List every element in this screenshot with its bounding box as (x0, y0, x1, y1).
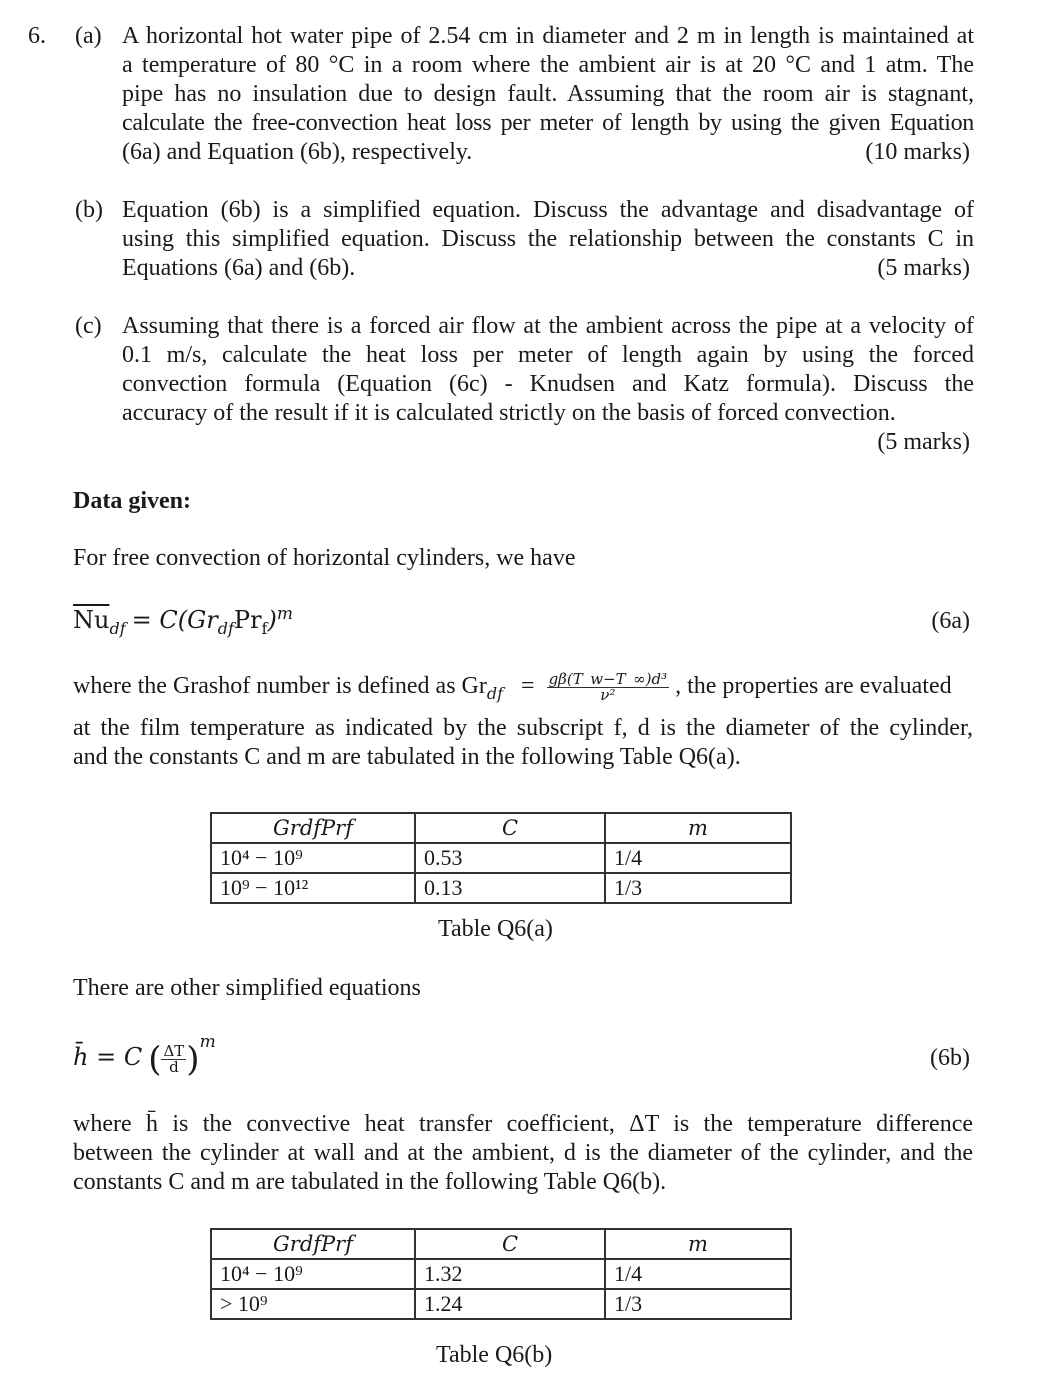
equation-6b (73, 1032, 216, 1079)
eq6a-pr: Pr (233, 606, 262, 634)
question-number: 6. (28, 23, 46, 49)
table-q6b-cell: 1.32 (415, 1259, 605, 1289)
grashof-frac-den: ν² (600, 686, 616, 704)
part-b-line-2: using this simplified equation. Discuss the relationship between the constants C in (122, 226, 974, 252)
table-q6b (210, 1228, 792, 1320)
table-q6b-header-grpr: GrdfPrf (211, 1229, 415, 1259)
table-q6b-header-row (211, 1229, 791, 1259)
eq6b-frac-num: ΔT (163, 1041, 185, 1060)
eq6a-rhs: = C(Gr (131, 606, 218, 634)
eq6a-pr-sub: f (261, 618, 268, 638)
table-q6a-cell: 1/4 (605, 843, 791, 873)
table-q6a-header-grpr: GrdfPrf (211, 813, 415, 843)
table-q6a-cell: 1/3 (605, 873, 791, 903)
eq6b-exp: m (199, 1032, 216, 1052)
eq6b-close-paren: ) (186, 1039, 200, 1080)
table-q6b-caption: Table Q6(b) (436, 1342, 553, 1368)
table-q6b-cell: 10⁴ − 10⁹ (211, 1259, 415, 1289)
part-a-line-3: pipe has no insulation due to design fault. Assuming that the room air is stagnant, (122, 81, 974, 107)
eq6b-open-paren: ( (148, 1039, 162, 1080)
part-b-marks: (5 marks) (877, 255, 970, 281)
part-c-label: (c) (75, 313, 102, 339)
where-line-1: where h̄ is the convective heat transfer coefficient, ΔT is the temperature difference (73, 1111, 973, 1137)
table-q6a-header-m: m (605, 813, 791, 843)
table-q6b-cell: > 10⁹ (211, 1289, 415, 1319)
grashof-line-1 (73, 672, 973, 703)
eq6a-nu: $\overline{Nu}$ (73, 606, 110, 634)
table-q6b-header-m: m (605, 1229, 791, 1259)
eq6a-tag: (6a) (931, 608, 970, 634)
eq6a-gr-sub: df (217, 618, 234, 638)
part-a-line-2: a temperature of 80 °C in a room where the ambient air is at 20 °C and 1 atm. The (122, 52, 974, 78)
grashof-fraction (547, 672, 670, 703)
table-q6a-header-c: C (415, 813, 605, 843)
part-b-line-1: Equation (6b) is a simplified equation. Discuss the advantage and disadvantage of (122, 197, 974, 223)
table-q6b-cell: 1/3 (605, 1289, 791, 1319)
data-given-intro: For free convection of horizontal cylinders, we have (73, 545, 576, 571)
table-row (211, 1259, 791, 1289)
part-c-line-2: 0.1 m/s, calculate the heat loss per meter of length again by using the forced (122, 342, 974, 368)
grashof-line-2: at the film temperature as indicated by the subscript f, d is the diameter of the cylinder, (73, 715, 973, 741)
table-q6a-caption: Table Q6(a) (438, 916, 553, 942)
equation-6a (73, 604, 293, 638)
eq6b-lhs: h̄ = C (73, 1043, 143, 1071)
table-q6a-cell: 0.53 (415, 843, 605, 873)
part-a-line-4: calculate the free-convection heat loss per meter of length by using the given Equation (122, 110, 974, 136)
where-line-3: constants C and m are tabulated in the following Table Q6(b). (73, 1169, 667, 1195)
part-a-label: (a) (75, 23, 102, 49)
part-c-marks: (5 marks) (877, 429, 970, 455)
table-row (211, 1289, 791, 1319)
table-q6a-cell: 0.13 (415, 873, 605, 903)
table-q6a-cell: 10⁹ − 10¹² (211, 873, 415, 903)
eq6b-fraction (161, 1041, 186, 1076)
other-equations-text: There are other simplified equations (73, 975, 421, 1001)
table-q6a (210, 812, 792, 904)
part-a-line-5: (6a) and Equation (6b), respectively. (122, 139, 473, 165)
part-c-line-3: convection formula (Equation (6c) - Knudsen and Katz formula). Discuss the (122, 371, 974, 397)
grashof-after: , the properties are evaluated (675, 673, 952, 700)
table-row (211, 843, 791, 873)
part-a-marks: (10 marks) (865, 139, 970, 165)
eq6a-close: ) (267, 606, 277, 634)
part-a-line-1: A horizontal hot water pipe of 2.54 cm in diameter and 2 m in length is maintained at (122, 23, 974, 49)
grashof-equals: = (521, 673, 535, 700)
table-q6b-cell: 1/4 (605, 1259, 791, 1289)
part-b-label: (b) (75, 197, 103, 223)
table-q6a-cell: 10⁴ − 10⁹ (211, 843, 415, 873)
part-c-line-4: accuracy of the result if it is calculated strictly on the basis of forced convection. (122, 400, 896, 426)
table-q6a-header-row (211, 813, 791, 843)
eq6a-nu-sub: df (109, 618, 126, 638)
part-c-line-1: Assuming that there is a forced air flow at the ambient across the pipe at a velocity of (122, 313, 974, 339)
data-given-heading: Data given: (73, 488, 191, 514)
grashof-sub: df (486, 683, 504, 703)
table-q6b-cell: 1.24 (415, 1289, 605, 1319)
table-q6b-header-c: C (415, 1229, 605, 1259)
grashof-frac-num: gβ(T_w−T_∞)d³ (548, 670, 668, 688)
grashof-line-3: and the constants C and m are tabulated in the following Table Q6(a). (73, 744, 741, 770)
grashof-before: where the Grashof number is defined as Gr (73, 673, 487, 700)
table-row (211, 873, 791, 903)
where-line-2: between the cylinder at wall and at the ambient, d is the diameter of the cylinder, and the (73, 1140, 973, 1166)
eq6b-tag: (6b) (930, 1045, 970, 1071)
eq6a-exp: m (276, 604, 293, 624)
part-b-line-3: Equations (6a) and (6b). (122, 255, 356, 281)
eq6b-frac-den: d (169, 1057, 179, 1076)
